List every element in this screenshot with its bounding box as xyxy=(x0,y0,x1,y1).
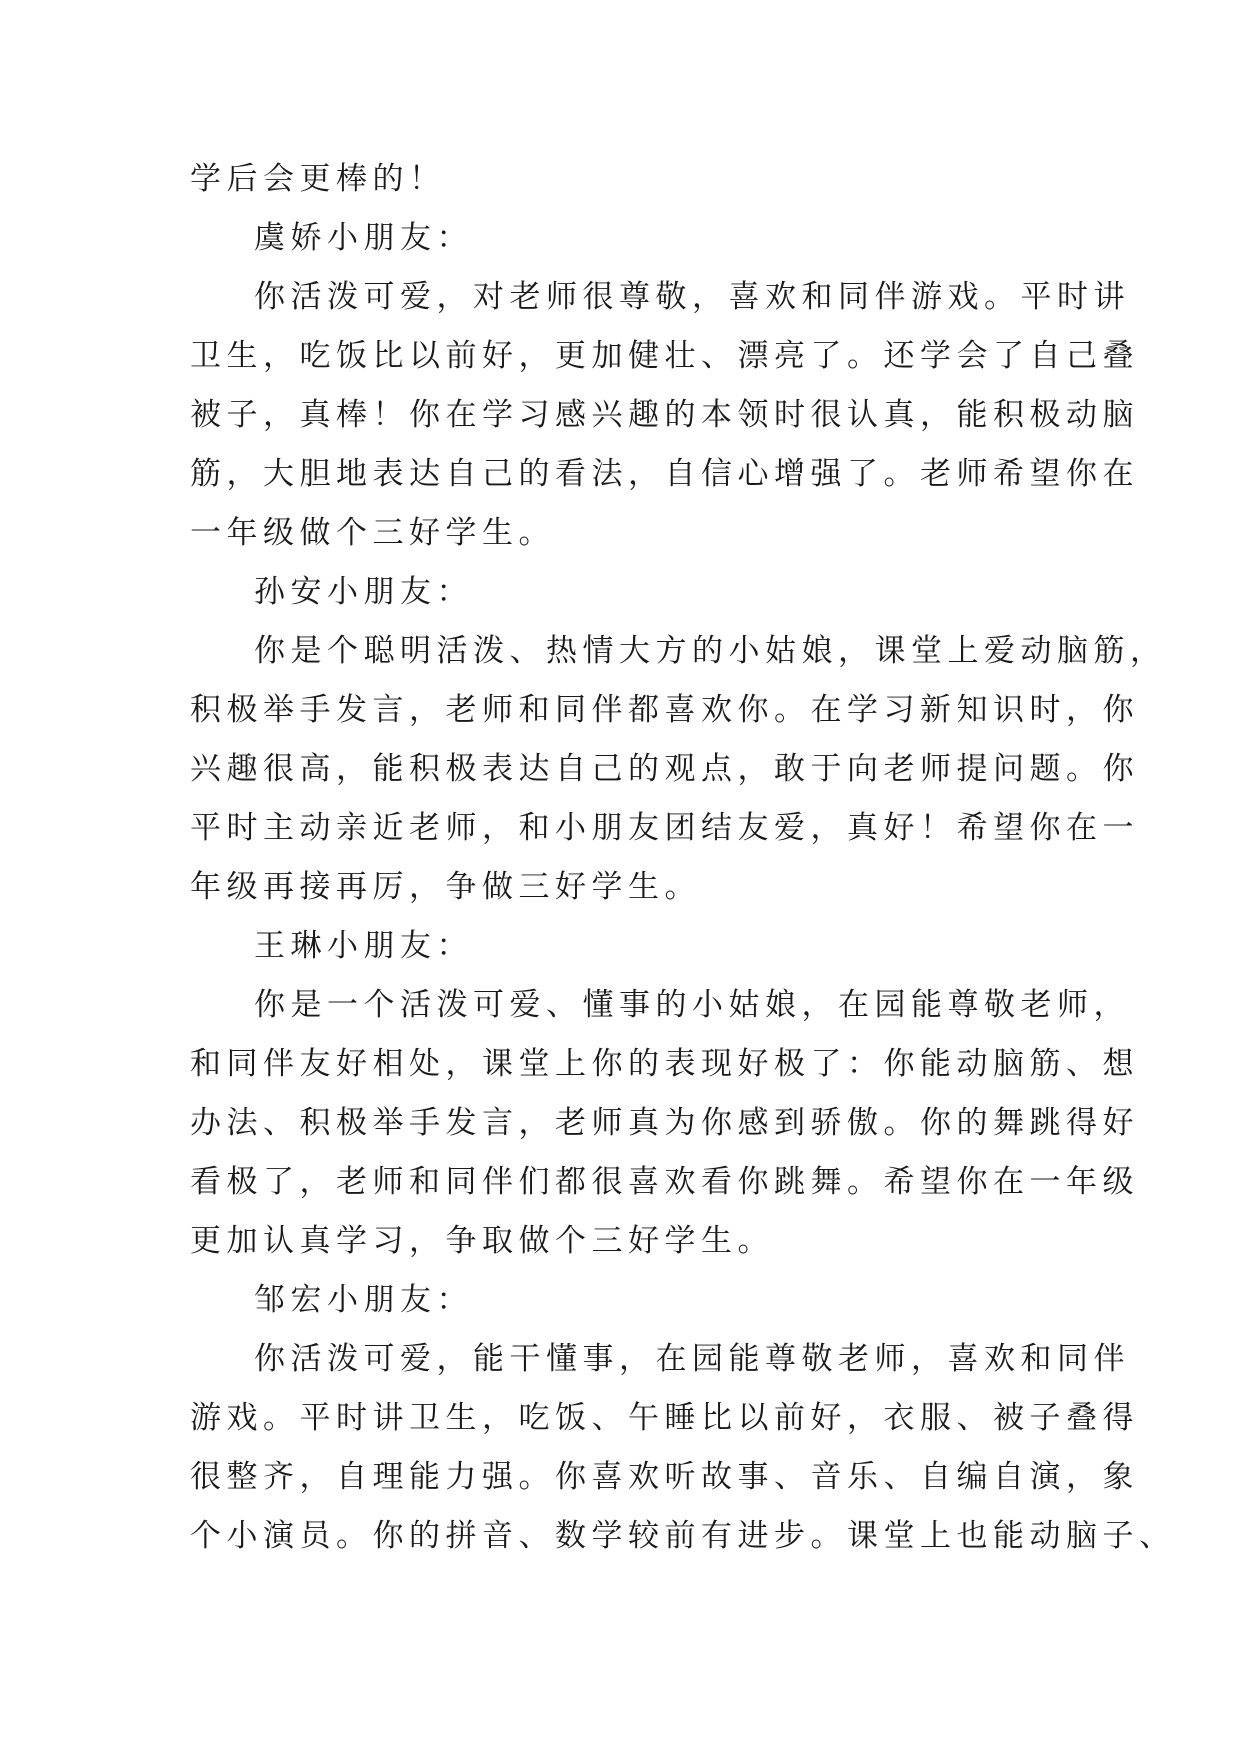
text-line: 你活泼可爱，能干懂事，在园能尊敬老师，喜欢和同伴 xyxy=(254,1341,1130,1377)
text-line: 兴趣很高，能积极表达自己的观点，敢于向老师提问题。你 xyxy=(190,751,1139,787)
text-line: 平时主动亲近老师，和小朋友团结友爱，真好！希望你在一 xyxy=(190,810,1139,846)
text-line: 和同伴友好相处，课堂上你的表现好极了：你能动脑筋、想 xyxy=(190,1046,1139,1082)
text-line: 很整齐，自理能力强。你喜欢听故事、音乐、自编自演，象 xyxy=(190,1459,1139,1495)
text-line: 年级再接再厉，争做三好学生。 xyxy=(190,869,701,905)
text-line: 看极了，老师和同伴们都很喜欢看你跳舞。希望你在一年级 xyxy=(190,1164,1139,1200)
text-line: 办法、积极举手发言，老师真为你感到骄傲。你的舞跳得好 xyxy=(190,1105,1139,1141)
text-line: 筋，大胆地表达自己的看法，自信心增强了。老师希望你在 xyxy=(190,456,1139,492)
greeting-line: 孙安小朋友： xyxy=(254,574,473,610)
greeting-line: 邹宏小朋友： xyxy=(254,1282,473,1318)
text-line: 积极举手发言，老师和同伴都喜欢你。在学习新知识时，你 xyxy=(190,692,1139,728)
text-line: 你是一个活泼可爱、懂事的小姑娘，在园能尊敬老师， xyxy=(254,987,1130,1023)
text-line: 你是个聪明活泼、热情大方的小姑娘，课堂上爱动脑筋， xyxy=(254,633,1167,669)
text-line: 卫生，吃饭比以前好，更加健壮、漂亮了。还学会了自己叠 xyxy=(190,338,1139,374)
greeting-line: 虞娇小朋友： xyxy=(254,220,473,256)
text-line: 游戏。平时讲卫生，吃饭、午睡比以前好，衣服、被子叠得 xyxy=(190,1400,1139,1436)
text-line: 个小演员。你的拼音、数学较前有进步。课堂上也能动脑子、 xyxy=(190,1518,1176,1554)
greeting-line: 王琳小朋友： xyxy=(254,928,473,964)
text-line: 学后会更棒的！ xyxy=(190,161,446,197)
text-line: 更加认真学习，争取做个三好学生。 xyxy=(190,1223,774,1259)
text-line: 被子，真棒！你在学习感兴趣的本领时很认真，能积极动脑 xyxy=(190,397,1139,433)
text-line: 你活泼可爱，对老师很尊敬，喜欢和同伴游戏。平时讲 xyxy=(254,279,1130,315)
text-line: 一年级做个三好学生。 xyxy=(190,515,555,551)
